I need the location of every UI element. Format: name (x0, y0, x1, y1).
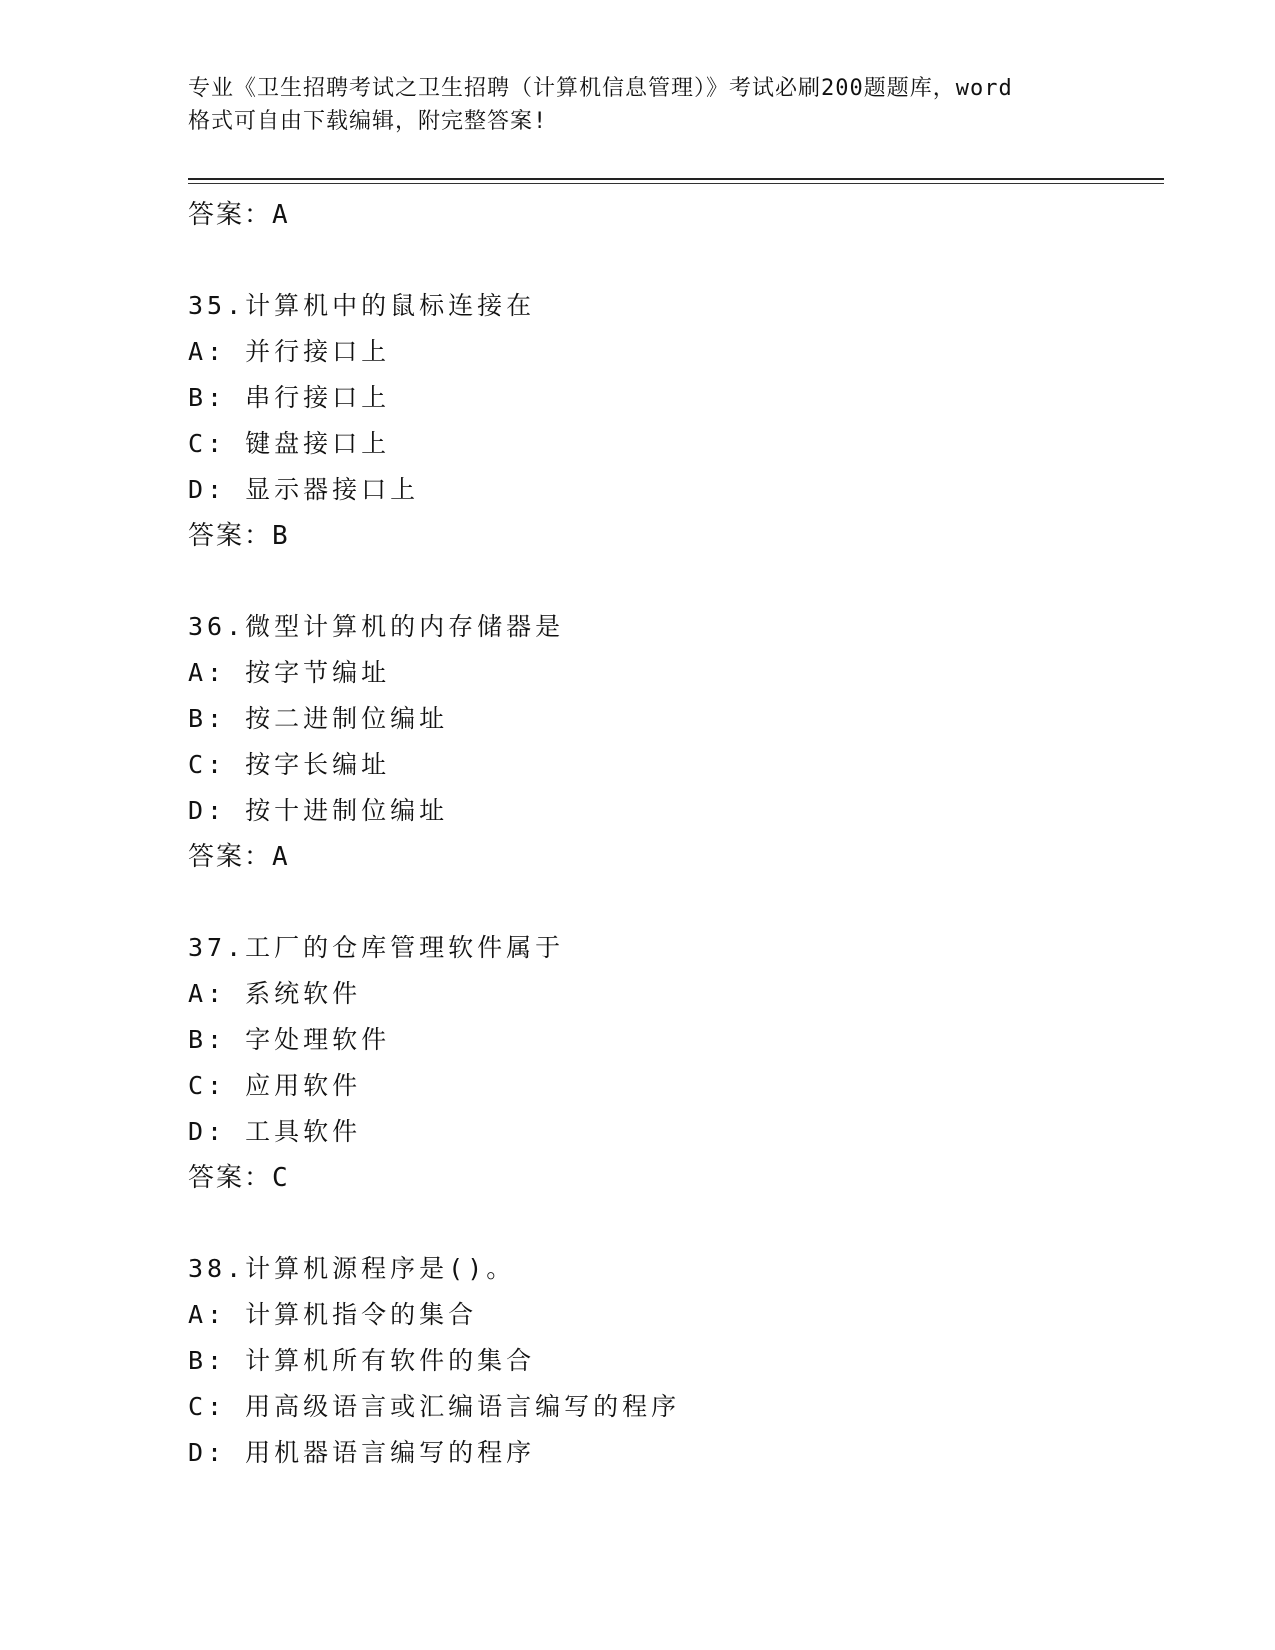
header-divider-thick (188, 178, 1164, 180)
option-d: D: 按十进制位编址 (188, 796, 449, 825)
question-35 (188, 283, 1164, 559)
document-header (188, 72, 1088, 138)
header-line-2: 格式可自由下载编辑，附完整答案! (188, 109, 548, 134)
answer-label: 答案： (188, 1163, 273, 1193)
option-b: B: 按二进制位编址 (188, 704, 449, 733)
question-list (188, 192, 1164, 1476)
spacer (188, 238, 1164, 283)
option-d: D: 工具软件 (188, 1117, 362, 1146)
option-c: C: 用高级语言或汇编语言编写的程序 (188, 1392, 681, 1421)
answer-label: 答案： (188, 521, 273, 551)
question-38 (188, 1246, 1164, 1476)
option-a: A: 计算机指令的集合 (188, 1300, 478, 1329)
option-c: C: 应用软件 (188, 1071, 362, 1100)
option-b: B: 字处理软件 (188, 1025, 391, 1054)
option-a: A: 并行接口上 (188, 337, 391, 366)
option-b: B: 计算机所有软件的集合 (188, 1346, 536, 1375)
answer-value: C (272, 1163, 290, 1193)
option-a: A: 系统软件 (188, 979, 362, 1008)
question-stem: 38.计算机源程序是()。 (188, 1254, 516, 1283)
spacer (188, 880, 1164, 925)
answer-value: B (272, 521, 290, 551)
spacer (188, 1201, 1164, 1246)
option-c: C: 按字长编址 (188, 750, 391, 779)
question-stem: 36.微型计算机的内存储器是 (188, 612, 565, 641)
answer-line (188, 192, 1164, 238)
answer-line (188, 513, 1164, 559)
option-b: B: 串行接口上 (188, 383, 391, 412)
header-divider-thin (188, 183, 1164, 184)
question-36 (188, 604, 1164, 880)
answer-value: A (272, 200, 290, 230)
answer-label: 答案： (188, 842, 273, 872)
spacer (188, 559, 1164, 604)
option-d: D: 用机器语言编写的程序 (188, 1438, 536, 1467)
option-a: A: 按字节编址 (188, 658, 391, 687)
question-stem: 35.计算机中的鼠标连接在 (188, 291, 536, 320)
header-line-1: 专业《卫生招聘考试之卫生招聘（计算机信息管理）》考试必刷200题题库，word (188, 76, 1013, 101)
answer-line (188, 834, 1164, 880)
option-d: D: 显示器接口上 (188, 475, 420, 504)
answer-value: A (272, 842, 290, 872)
question-37 (188, 925, 1164, 1201)
answer-label: 答案： (188, 200, 273, 230)
question-stem: 37.工厂的仓库管理软件属于 (188, 933, 565, 962)
answer-line (188, 1155, 1164, 1201)
option-c: C: 键盘接口上 (188, 429, 391, 458)
